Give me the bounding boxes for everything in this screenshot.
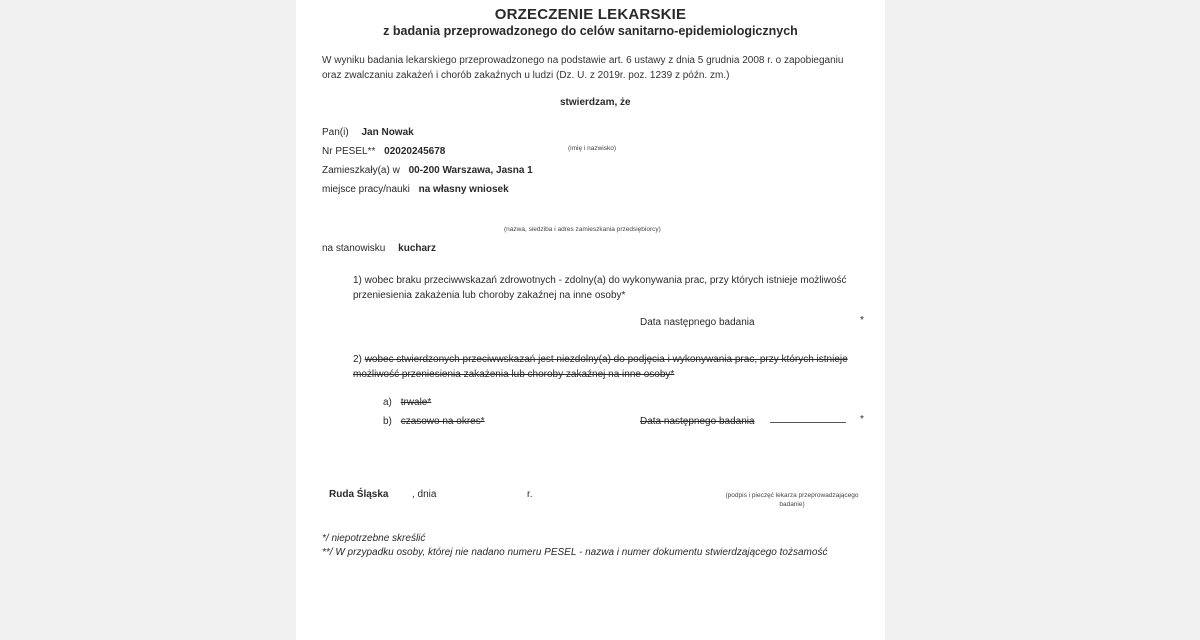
option2-a-marker: a) bbox=[383, 397, 392, 408]
workplace-label: miejsce pracy/nauki bbox=[322, 184, 410, 195]
option2-text-1: wobec stwierdzonych przeciwwskazań jest niezdolny(a) do podjęcia i wykonywania prac, przy których istnieje bbox=[364, 354, 848, 365]
option2-a-text: trwale* bbox=[400, 397, 432, 408]
workplace-value: na własny wniosek bbox=[418, 184, 509, 195]
statement: stwierdzam, że bbox=[560, 97, 631, 108]
option1-line-1: 1) wobec braku przeciwwskazań zdrowotnych - zdolny(a) do wykonywania prac, przy których istnieje możliwość bbox=[353, 275, 847, 286]
intro-line-1: W wyniku badania lekarskiego przeprowadzonego na podstawie art. 6 ustawy z dnia 5 grudnia 2008 r. o zapobieganiu bbox=[322, 55, 844, 66]
position-row bbox=[322, 243, 436, 254]
option1-line-2: przeniesienia zakażenia lub choroby zakaźnej na inne osoby* bbox=[353, 290, 626, 301]
document-title: ORZECZENIE LEKARSKIE bbox=[494, 6, 687, 23]
option2-line-1 bbox=[353, 354, 848, 365]
signature-caption-line-1: (podpis i pieczęć lekarza przeprowadzającego bbox=[725, 492, 859, 499]
workplace-row bbox=[322, 184, 509, 195]
name-value: Jan Nowak bbox=[361, 127, 414, 138]
option1-star: * bbox=[860, 315, 864, 326]
signature-caption-line-2: badanie) bbox=[779, 501, 805, 508]
name-caption: (imię i nazwisko) bbox=[568, 145, 617, 152]
intro-line-2: oraz zwalczaniu zakażeń i chorób zakaźnych u ludzi (Dz. U. z 2019r. poz. 1239 z późn. zm.) bbox=[322, 70, 730, 81]
footnote-1: */ niepotrzebne skreślić bbox=[322, 533, 426, 544]
option2-a-row bbox=[383, 397, 431, 408]
address-label: Zamieszkały(a) w bbox=[322, 165, 400, 176]
position-value: kucharz bbox=[398, 243, 436, 254]
position-label: na stanowisku bbox=[322, 243, 386, 254]
option2-date-line bbox=[770, 422, 846, 423]
option2-star: * bbox=[860, 414, 864, 425]
address-value: 00-200 Warszawa, Jasna 1 bbox=[408, 165, 533, 176]
signature-caption bbox=[712, 491, 872, 509]
address-row bbox=[322, 165, 533, 176]
option2-b-text: czasowo na okres* bbox=[400, 416, 485, 427]
city: Ruda Śląska bbox=[329, 489, 389, 500]
pesel-value: 02020245678 bbox=[384, 146, 446, 157]
document-subtitle: z badania przeprowadzonego do celów sanitarno-epidemiologicznych bbox=[383, 24, 798, 38]
name-row bbox=[322, 127, 414, 138]
option2-b-row bbox=[383, 416, 485, 427]
date-label: , dnia bbox=[412, 489, 437, 500]
option2-next-exam-label: Data następnego badania bbox=[640, 416, 755, 427]
pesel-label: Nr PESEL** bbox=[322, 146, 376, 157]
footnote-2: **/ W przypadku osoby, której nie nadano numeru PESEL - nazwa i numer dokumentu stwierdzającego tożsamość bbox=[322, 547, 828, 558]
pesel-row bbox=[322, 146, 445, 157]
name-label: Pan(i) bbox=[322, 127, 349, 138]
document-page bbox=[296, 0, 885, 640]
option1-next-exam-label: Data następnego badania bbox=[640, 317, 755, 328]
option2-line-2: możliwość przeniesienia zakażenia lub choroby zakaźnej na inne osoby* bbox=[353, 369, 675, 380]
option2-number: 2) bbox=[353, 354, 362, 365]
option2-b-marker: b) bbox=[383, 416, 392, 427]
workplace-caption: (nazwa, siedziba i adres zamieszkania przedsiębiorcy) bbox=[504, 226, 661, 233]
year-suffix: r. bbox=[527, 489, 533, 500]
